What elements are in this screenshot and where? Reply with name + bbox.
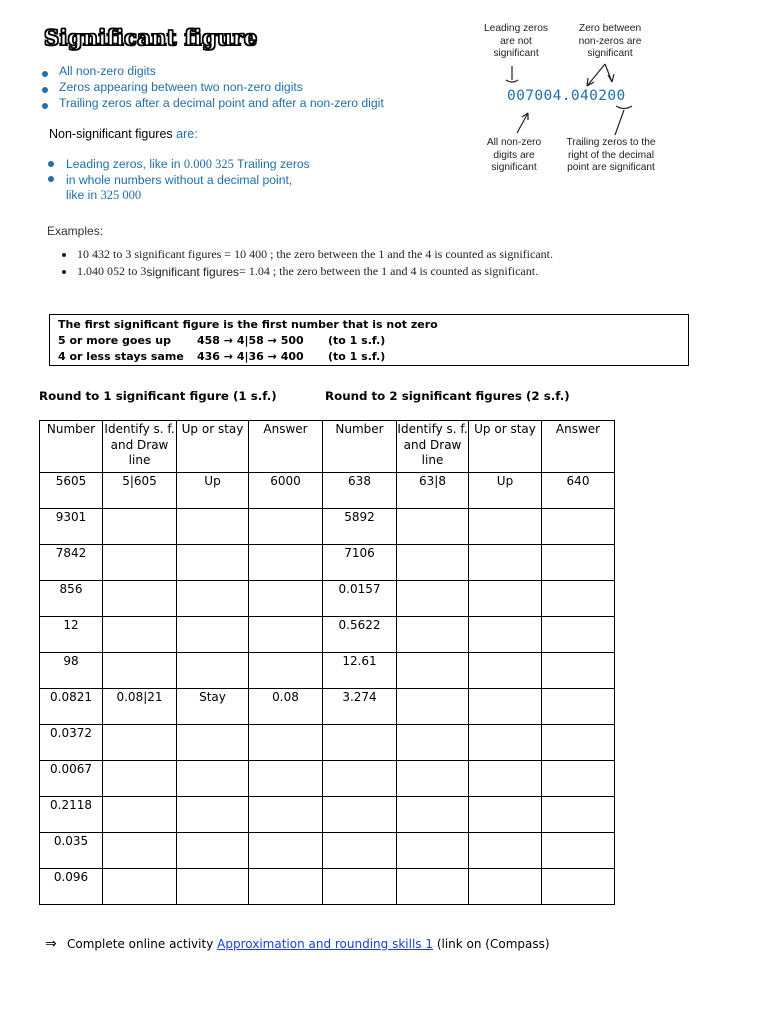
table-cell[interactable]: 7106 [323,545,397,581]
label-line: non-zeros are [578,35,642,47]
rule-line-1: The first significant figure is the first number that is not zero [58,318,438,331]
page-title: Significant figure [44,25,258,50]
label-line: significant [493,48,539,59]
label-line: point are significant [567,162,655,173]
label-line: digits are [493,149,535,161]
table-cell[interactable] [469,761,542,797]
rule-example: 458 → 4|58 → 500 [197,334,304,347]
table-cell[interactable]: 0.08 [249,689,323,725]
table-cell[interactable]: 12 [40,617,103,653]
table-cell[interactable] [542,761,615,797]
table-cell[interactable] [103,797,177,833]
table-cell[interactable] [542,509,615,545]
bullet-icon [48,176,54,182]
table-cell[interactable] [397,689,469,725]
table-cell[interactable] [469,545,542,581]
table-cell[interactable]: 638 [323,473,397,509]
table-cell[interactable]: 0.0067 [40,761,103,797]
table-cell[interactable] [469,725,542,761]
table-cell[interactable] [103,581,177,617]
col-answer-1sf: Answer [249,421,323,473]
rule-example: 436 → 4|36 → 400 [197,350,304,363]
table-cell[interactable] [177,653,249,689]
table-cell[interactable] [542,725,615,761]
label-nonzero [478,137,550,175]
table-cell[interactable]: 0.0821 [40,689,103,725]
nonsig-heading-rest: are: [172,127,198,141]
col-upstay-2sf: Up or stay [469,421,542,473]
list-item [42,63,384,79]
list-item [62,263,553,280]
col-upstay-1sf: Up or stay [177,421,249,473]
table-cell[interactable]: 0.08|21 [103,689,177,725]
table-cell[interactable] [469,653,542,689]
table-cell[interactable]: 6000 [249,473,323,509]
table-cell[interactable]: 3.274 [323,689,397,725]
nonsig-line3-pre: like in [66,188,101,202]
col-identify-2sf: Identify s. f. and Draw line [397,421,469,473]
table-row [40,833,615,869]
table-cell[interactable] [103,869,177,905]
table-cell[interactable]: 5892 [323,509,397,545]
table-cell[interactable]: 0.5622 [323,617,397,653]
table-row [40,581,615,617]
col-answer-2sf: Answer [542,421,615,473]
label-line: Zero between [578,23,642,34]
list-item [42,79,384,95]
nonsig-bullets [48,161,54,191]
footer-suffix: (link on (Compass) [433,937,550,951]
bullet-icon [62,253,66,257]
footer-instruction [45,936,550,952]
example-number: 007004.040200 [507,88,626,104]
table-row [40,473,615,509]
bullet-icon [42,71,48,77]
label-line: right of the decimal [567,149,655,161]
list-item-text: All non-zero digits [59,64,156,78]
table-row [40,509,615,545]
table-header-row [40,421,615,473]
significant-rules-list [42,63,384,111]
table-cell[interactable] [469,617,542,653]
label-line: All non-zero [486,137,542,148]
table-cell[interactable] [103,725,177,761]
bullet-icon [62,270,66,274]
examples-list [62,246,553,280]
label-line: Leading zeros [483,23,548,34]
table-cell[interactable]: Up [469,473,542,509]
bullet-icon [42,87,48,93]
label-line: Trailing zeros to the [566,137,656,148]
nonsig-heading-bold: Non-significant figures [49,127,173,141]
table-cell[interactable] [323,869,397,905]
table-cell[interactable] [397,869,469,905]
table-cell[interactable] [397,509,469,545]
table-row [40,653,615,689]
table-cell[interactable]: 98 [40,653,103,689]
table-cell[interactable] [469,509,542,545]
table-cell[interactable] [177,761,249,797]
table-cell[interactable]: 5|605 [103,473,177,509]
table-cell[interactable] [177,725,249,761]
rule-line-2 [58,334,680,350]
table-cell[interactable] [103,509,177,545]
table-cell[interactable] [397,653,469,689]
table-cell[interactable] [323,725,397,761]
table-cell[interactable] [177,833,249,869]
arrow-between-icon [587,64,605,86]
table-cell[interactable] [542,653,615,689]
table-cell[interactable] [103,761,177,797]
table-row [40,761,615,797]
bullet-icon [48,161,54,167]
table-cell[interactable] [542,545,615,581]
table-row [40,617,615,653]
table-cell[interactable] [469,833,542,869]
rule-label: 5 or more goes up [58,334,172,347]
footer-prefix: Complete online activity [67,937,218,951]
table-cell[interactable] [249,653,323,689]
col-number-2sf: Number [323,421,397,473]
table-cell[interactable]: 7842 [40,545,103,581]
col-number-1sf: Number [40,421,103,473]
table-cell[interactable] [177,797,249,833]
rule-note: (to 1 s.f.) [328,350,386,363]
rule-box [49,314,689,366]
label-leading-zeros [474,23,558,61]
table-cell[interactable] [249,509,323,545]
table-cell[interactable] [103,833,177,869]
table-cell[interactable] [249,545,323,581]
label-line: significant [491,162,537,173]
table-cell[interactable]: 0.2118 [40,797,103,833]
list-item-text: Trailing zeros after a decimal point and after a non-zero digit [59,96,384,110]
label-line: are not [500,35,532,47]
label-line: significant [587,48,633,59]
example-2-b: significant figures [146,264,240,279]
bracket-trailing-icon [615,106,632,135]
table-cell[interactable] [177,509,249,545]
table-cell[interactable] [397,761,469,797]
table-cell[interactable] [469,581,542,617]
table-cell[interactable] [542,689,615,725]
round-2sf-heading: Round to 2 significant figures (2 s.f.) [325,389,570,403]
table-cell[interactable] [323,761,397,797]
table-cell[interactable] [469,797,542,833]
table-cell[interactable] [177,581,249,617]
table-cell[interactable]: 0.096 [40,869,103,905]
table-cell[interactable] [397,581,469,617]
table-cell[interactable] [177,869,249,905]
rule-line-3 [58,350,680,366]
table-cell[interactable] [542,617,615,653]
table-row [40,689,615,725]
rule-note: (to 1 s.f.) [328,334,386,347]
table-row [40,869,615,905]
col-identify-1sf: Identify s. f. and Draw line [103,421,177,473]
nonsig-line1-num: 0.000 325 [183,157,234,171]
table-cell[interactable]: 12.61 [323,653,397,689]
table-cell[interactable]: 0.0372 [40,725,103,761]
table-row [40,725,615,761]
table-cell[interactable]: 5605 [40,473,103,509]
table-cell[interactable] [469,869,542,905]
table-cell[interactable] [397,617,469,653]
example-2-c: = 1.04 ; the zero between the 1 and 4 is counted as significant. [239,264,539,278]
label-trailing-zeros [556,137,666,175]
table-cell[interactable] [542,869,615,905]
table-cell[interactable] [249,833,323,869]
table-cell[interactable] [397,545,469,581]
table-cell[interactable]: Stay [177,689,249,725]
table-cell[interactable] [249,869,323,905]
nonsig-line3-num: 325 000 [100,188,142,202]
rule-label: 4 or less stays same [58,350,184,363]
bracket-leading-icon [506,66,518,82]
table-cell[interactable] [397,797,469,833]
nonsig-line2: in whole numbers without a decimal point, [66,172,293,187]
activity-link[interactable]: Approximation and rounding skills 1 [217,937,433,951]
table-cell[interactable] [177,545,249,581]
table-cell[interactable]: 856 [40,581,103,617]
round-1sf-heading: Round to 1 significant figure (1 s.f.) [39,389,277,403]
nonsig-line1-pre: Leading zeros, like in [66,157,184,171]
table-cell[interactable]: 640 [542,473,615,509]
table-cell[interactable]: 63|8 [397,473,469,509]
table-cell[interactable]: 0.035 [40,833,103,869]
table-cell[interactable] [249,761,323,797]
nonsig-line1-post: Trailing zeros [233,157,310,171]
nonsig-text [66,157,310,204]
rounding-table [39,420,615,905]
table-cell[interactable] [249,617,323,653]
table-cell[interactable] [397,725,469,761]
table-row [40,797,615,833]
example-2-a: 1.040 052 to 3 [77,264,147,278]
table-cell[interactable] [542,581,615,617]
table-cell[interactable] [397,833,469,869]
list-item-text: Zeros appearing between two non-zero digits [59,80,303,94]
label-zero-between [567,23,653,61]
table-cell[interactable] [469,689,542,725]
list-item [42,95,384,111]
table-cell[interactable]: Up [177,473,249,509]
table-cell[interactable] [103,617,177,653]
table-cell[interactable] [249,581,323,617]
example-1: 10 432 to 3 significant figures = 10 400 ; the zero between the 1 and the 4 is counted as significant. [77,247,553,261]
table-cell[interactable] [177,617,249,653]
nonsig-heading [49,127,198,141]
table-row [40,545,615,581]
table-cell[interactable] [249,725,323,761]
table-cell[interactable] [323,797,397,833]
diagram-arrows [470,58,670,138]
table-cell[interactable] [542,833,615,869]
examples-heading: Examples: [47,224,104,238]
table-cell[interactable]: 9301 [40,509,103,545]
list-item [62,246,553,263]
table-cell[interactable] [103,653,177,689]
table-cell[interactable]: 0.0157 [323,581,397,617]
table-cell[interactable] [323,833,397,869]
bullet-icon [42,103,48,109]
table-cell[interactable] [249,797,323,833]
arrow-right-icon: ⇒ [45,936,57,952]
table-cell[interactable] [103,545,177,581]
table-cell[interactable] [542,797,615,833]
